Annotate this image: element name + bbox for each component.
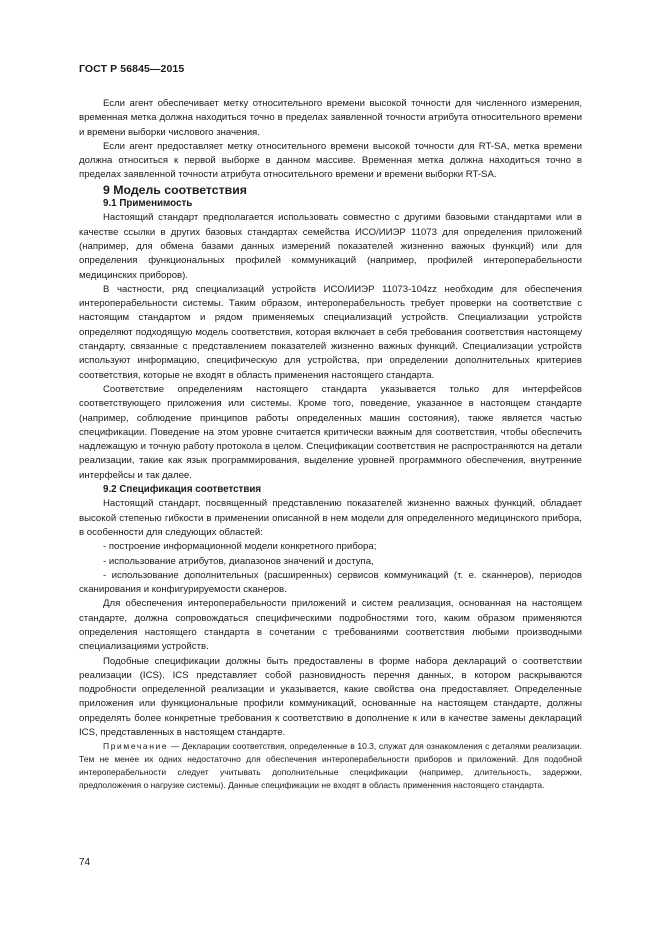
list-item: - построение информационной модели конкретного прибора; [103, 541, 377, 553]
note-text: — Декларации соответствия, определенные в 10.3, служат для ознакомления с деталями реализации. Тем не менее их одних недостаточно для обеспечения интероперабельности приборов и приложений. Для подобной интероперабельности следует учитывать дополнительные спецификации (например, длительность, задержки, предположения о нагрузке системы). Данные спецификации не входят в область применения настоящего стандарта. [79, 741, 582, 791]
subsection-heading: 9.1 Применимость [103, 198, 193, 210]
paragraph: Если агент обеспечивает метку относительного времени высокой точности для численного измерения, временная метка должна находиться точно в пределах заявленной точности атрибута относительного времени и времени выборки числового значения. [79, 98, 582, 138]
subsection-heading: 9.2 Спецификация соответствия [103, 484, 262, 496]
list-item: - использование дополнительных (расширенных) сервисов коммуникаций (т. е. сканнеров), периодов сканирования и конфигурируемости сканеров. [79, 569, 582, 596]
paragraph: Подобные спецификации должны быть предоставлены в форме набора деклараций о соответствии реализации (ICS). ICS представляет собой разновидность перечня данных, в котором раскрываются подробности определенной реализации и указывается, какие свойства она предоставляет. Определенные приложения или функциональные профили коммуникаций, основанные на настоящем стандарте, должны определять более конкретные требования к соответствию в дополнение к или в качестве замены деклараций ICS, представленных в настоящем стандарте. [79, 655, 582, 739]
paragraph: В частности, ряд специализаций устройств ИСО/ИИЭР 11073-104zz необходим для обеспечения интероперабельности системы. Таким образом, интероперабельность требует проверки на соответствие с настоящим стандартом и рядом применяемых специализаций устройств. Специализации устройств определяют подходящую модель соответствия, которая включает в себя требования соответствия настоящему стандарту, связанные с представлением показателей жизненно важных функций. Специализации устройств используют информацию, специфическую для устройства, при определении дополнительных критериев соответствия, которые не входят в область применения настоящего стандарта. [79, 283, 582, 381]
paragraph: Настоящий стандарт предполагается использовать совместно с другими базовыми стандартами или в качестве ссылки в других базовых стандартах семейства ИСО/ИИЭР 11073 для определения приложений (например, для обмена базами данных измерений показателей жизненно важных функций) или для определения функциональных профилей коммуникаций (например, профилей интероперабельности медицинских приборов). [79, 212, 582, 281]
paragraph: Если агент предоставляет метку относительного времени высокой точности для RT-SA, метка времени должна относиться к первой выборке в данном массиве. Временная метка должна находиться точно в пределах заявленной точности атрибута относительного времени и времени выборки RT-SA. [79, 140, 582, 181]
standard-code-header: ГОСТ Р 56845—2015 [79, 63, 185, 75]
note-label: Примечание [103, 741, 169, 752]
paragraph: Для обеспечения интероперабельности приложений и систем реализация, основанная на настоящем стандарте, должна сопровождаться специфическими подробностями того, каким образом применяются определения настоящего стандарта в сочетании с требованиями соответствия любыми производными специализациями устройств. [79, 598, 582, 653]
page-content [79, 97, 582, 792]
note [79, 740, 582, 792]
list-item: - использование атрибутов, диапазонов значений и доступа, [103, 555, 374, 567]
section-heading: 9 Модель соответствия [103, 182, 247, 197]
paragraph: Соответствие определениям настоящего стандарта указывается только для интерфейсов соответствующего приложения или системы. Кроме того, поведение, указанное в настоящем стандарте (например, соблюдение принципов работы определенных машин состояния), также является частью спецификации. Поведение на этом уровне считается критически важным для соответствия, чтобы обеспечить надлежащую и точную работу протокола в целом. Спецификации соответствия не распространяются на детали реализации, такие как язык программирования, выделение уровней программного обеспечения, внутренние интерфейсы и так далее. [79, 383, 582, 481]
page-number: 74 [79, 857, 91, 868]
paragraph: Настоящий стандарт, посвященный представлению показателей жизненно важных функций, обладает высокой степенью гибкости в применении описанной в нем модели для определенного медицинского прибора, в особенности для следующих областей: [79, 498, 582, 538]
